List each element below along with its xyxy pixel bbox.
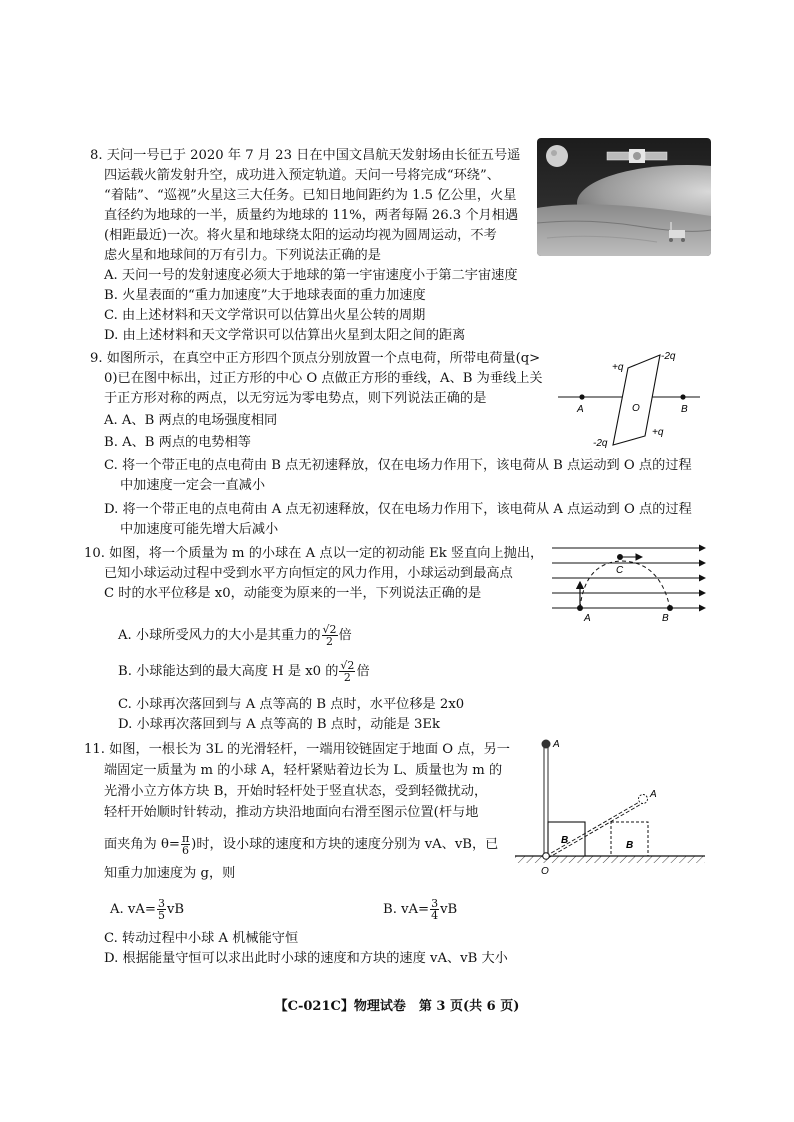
- fraction-denominator: 6: [182, 844, 190, 857]
- label-o: O: [632, 403, 640, 414]
- charge-bottom-right: +q: [652, 427, 664, 438]
- point-a: [579, 394, 584, 399]
- q8-option-b: B. 火星表面的“重力加速度”大于地球表面的重力加速度: [104, 288, 426, 303]
- q8-option-a: A. 天问一号的发射速度必须大于地球的第一宇宙速度小于第二宇宙速度: [104, 268, 518, 283]
- q9-option-d-cont: 中加速度可能先增大后减小: [120, 522, 279, 537]
- q9-option-a: A. A、B 两点的电场强度相同: [104, 413, 278, 428]
- q10-option-b-suffix: 倍: [356, 664, 370, 679]
- fraction: [322, 624, 338, 647]
- label-b: B: [662, 613, 669, 624]
- q8-line-6: 虑火星和地球间的万有引力。下列说法正确的是: [104, 248, 381, 263]
- q11-line-2: 端固定一质量为 m 的小球 A，轻杆紧贴着边长为 L、质量也为 m 的: [104, 763, 503, 778]
- q10-line-2: 已知小球运动过程中受到水平方向恒定的风力作用，小球运动到最高点: [104, 566, 513, 581]
- q8-line-1: 8. 天问一号已于 2020 年 7 月 23 日在中国文昌航天发射场由长征五号遥: [90, 148, 521, 163]
- q11-line-6: 知重力加速度为 g，则: [104, 866, 236, 881]
- q8-line-3: “着陆”、“巡视”火星这三大任务。已知日地间距约为 1.5 亿公里，火星: [104, 188, 517, 203]
- q11-option-d: D. 根据能量守恒可以求出此时小球的速度和方块的速度 vA、vB 大小: [104, 951, 508, 966]
- q11-option-b-suffix: vB: [440, 902, 458, 917]
- vertical-rod: [544, 747, 548, 856]
- label-b-initial: B: [561, 835, 569, 846]
- q10-option-b-text: B. 小球能达到的最大高度 H 是 x0 的: [118, 664, 339, 679]
- mars-orbiter-photo: [537, 138, 711, 256]
- q11-option-a-text: A. vA=: [110, 902, 156, 917]
- q11-line-5-suffix: )时，设小球的速度和方块的速度分别为 vA、vB，已: [191, 837, 499, 852]
- fraction: [157, 898, 166, 921]
- q11-line-4: 轻杆开始顺时针转动，推动方块沿地面向右滑至图示位置(杆与地: [104, 805, 479, 820]
- q9-line-1: 9. 如图所示，在真空中正方形四个顶点分别放置一个点电荷，所带电荷量(q>: [90, 351, 541, 366]
- fraction-numerator: 3: [431, 897, 439, 910]
- label-c: C: [616, 565, 624, 576]
- q9-line-2: 0)已在图中标出，过正方形的中心 O 点做正方形的垂线，A、B 为垂线上关: [104, 371, 543, 386]
- q11-line-1: 11. 如图，一根长为 3L 的光滑轻杆，一端用铰链固定于地面 O 点，另一: [84, 742, 510, 757]
- fraction: [430, 898, 439, 921]
- q10-option-a-text: A. 小球所受风力的大小是其重力的: [118, 628, 321, 643]
- fraction: [339, 660, 355, 683]
- q11-option-c: C. 转动过程中小球 A 机械能守恒: [104, 931, 299, 946]
- q9-line-3: 于正方形对称的两点，以无穷远为零电势点，则下列说法正确的是: [104, 391, 487, 406]
- charge-bottom-left: -2q: [593, 438, 608, 449]
- label-b-final: B: [626, 840, 634, 851]
- q11-option-b: [383, 898, 457, 921]
- q8-option-c: C. 由上述材料和天文学常识可以估算出火星公转的周期: [104, 308, 426, 323]
- q11-option-a-suffix: vB: [166, 902, 185, 917]
- ball-a-vertical: [542, 740, 551, 749]
- fraction-numerator: √2: [322, 623, 337, 636]
- fraction-numerator: 3: [157, 897, 165, 910]
- fraction-denominator: 2: [343, 671, 351, 684]
- charge-top-right: -2q: [661, 351, 676, 362]
- q9-option-c-cont: 中加速度一定会一直减小: [120, 478, 266, 493]
- q10-option-d: D. 小球再次落回到与 A 点等高的 B 点时，动能是 3Ek: [118, 717, 441, 732]
- label-a: A: [584, 613, 591, 624]
- q8-line-4: 直径约为地球的一半，质量约为地球的 11%，两者每隔 26.3 个月相遇: [104, 208, 519, 223]
- label-a: A: [577, 404, 584, 415]
- page-footer: 【C-021C】物理试卷 第 3 页(共 6 页): [274, 999, 520, 1014]
- hinge-o: [543, 853, 550, 860]
- fraction-denominator: 4: [431, 909, 439, 922]
- fraction: [181, 833, 190, 856]
- rod-block-figure: [510, 735, 710, 877]
- label-o: O: [541, 866, 549, 877]
- q8-line-2: 四运载火箭发射升空，成功进入预定轨道。天问一号将完成“环绕”、: [104, 168, 500, 183]
- q11-line-5: [104, 833, 498, 856]
- trajectory-curve: [580, 561, 670, 608]
- label-b: B: [681, 404, 688, 415]
- charge-top-left: +q: [612, 362, 624, 373]
- q10-option-b: [118, 660, 370, 683]
- ball-at-b: [667, 605, 673, 611]
- ball-at-c: [617, 554, 623, 560]
- label-a-tilted: A: [650, 789, 657, 800]
- q9-option-d: D. 将一个带正电的点电荷由 A 点无初速释放，仅在电场力作用下，该电荷从 A 点运动到 O 点的过程: [104, 502, 692, 517]
- q10-line-3: C 时的水平位移是 x0，动能变为原来的一半，下列说法正确的是: [104, 586, 482, 601]
- q10-option-a: [118, 624, 352, 647]
- fraction-denominator: 2: [326, 635, 334, 648]
- q9-option-c: C. 将一个带正电的点电荷由 B 点无初速释放，仅在电场力作用下，该电荷从 B 点运动到 O 点的过程: [104, 458, 692, 473]
- q8-option-d: D. 由上述材料和天文学常识可以估算出火星到太阳之间的距离: [104, 328, 466, 343]
- q9-option-b: B. A、B 两点的电势相等: [104, 435, 251, 450]
- wind-field-figure: [550, 540, 710, 630]
- point-b: [680, 394, 685, 399]
- q11-option-a: [110, 898, 184, 921]
- q11-line-3: 光滑小立方体方块 B，开始时轻杆处于竖直状态，受到轻微扰动，: [104, 784, 488, 799]
- q10-option-c: C. 小球再次落回到与 A 点等高的 B 点时，水平位移是 2x0: [118, 697, 465, 712]
- ball-a-tilted: [639, 795, 648, 804]
- q11-option-b-text: B. vA=: [383, 902, 430, 917]
- q10-line-1: 10. 如图，将一个质量为 m 的小球在 A 点以一定的初动能 Ek 竖直向上抛出，: [84, 546, 544, 561]
- ball-at-a: [577, 605, 583, 611]
- fraction-numerator: √2: [340, 659, 355, 672]
- fraction-denominator: 5: [157, 909, 165, 922]
- charge-square-figure: [550, 348, 710, 450]
- label-a-top: A: [553, 739, 560, 750]
- fraction-numerator: π: [181, 832, 190, 845]
- q8-line-5: (相距最近)一次。将火星和地球绕太阳的运动均视为圆周运动，不考: [104, 228, 497, 243]
- q11-line-5-text: 面夹角为 θ=: [104, 837, 180, 852]
- q10-option-a-suffix: 倍: [338, 628, 352, 643]
